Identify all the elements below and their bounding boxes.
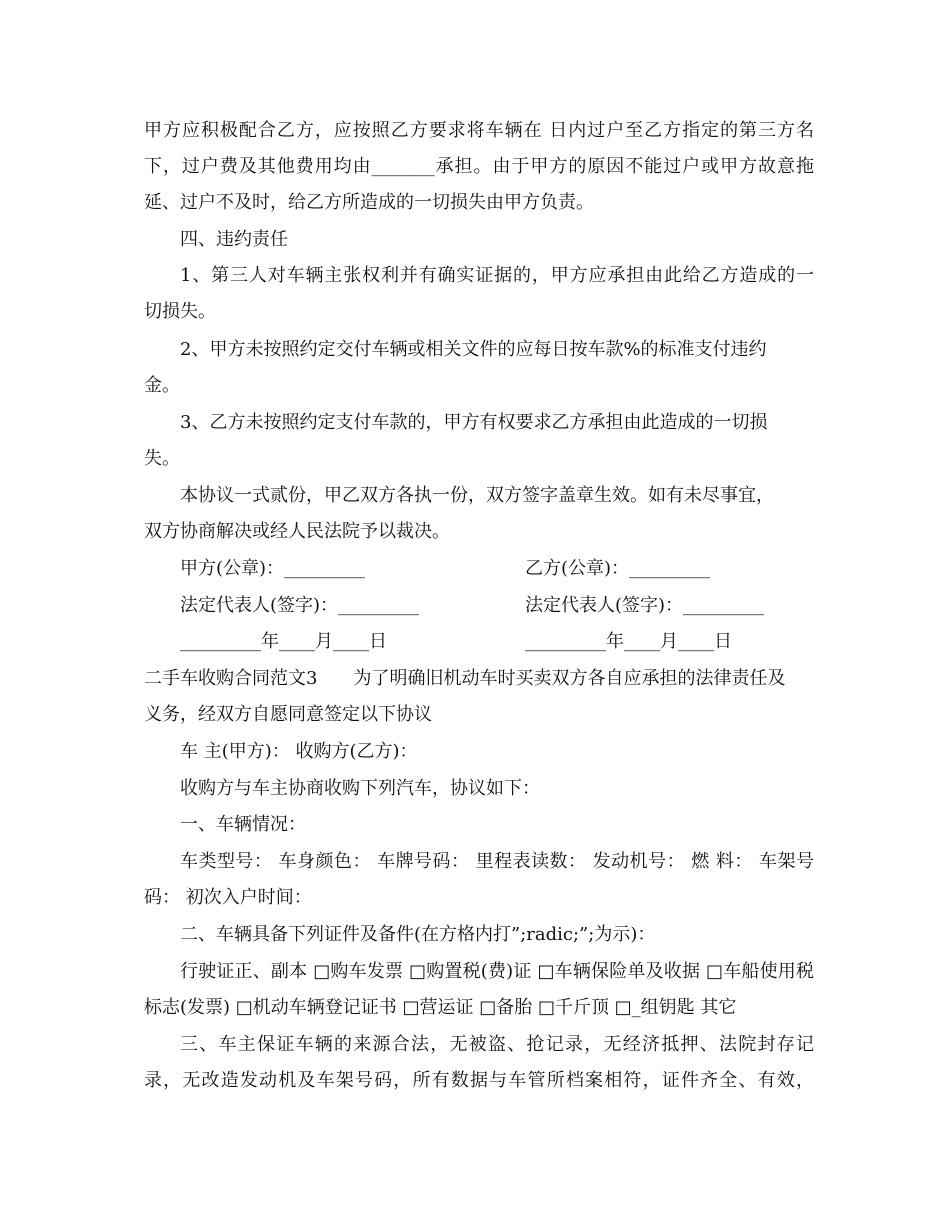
paragraph-transfer-line-1: 甲方应积极配合乙方，应按照乙方要求将车辆在 日内过户至乙方指定的第三方名 bbox=[144, 120, 814, 141]
breach-item-3-line-2: 失。 bbox=[144, 448, 180, 469]
vehicle-fields-line-2: 码： 初次入户时间： bbox=[144, 887, 312, 908]
breach-item-1-line-2: 切损失。 bbox=[144, 301, 216, 322]
parties-line: 车 主(甲方)： 收购方(乙方)： bbox=[180, 741, 418, 762]
party-b-representative-field: 法定代表人(签字)：_________ bbox=[525, 595, 765, 616]
documents-checklist-line-1: 行驶证正、副本 □购车发票 □购置税(费)证 □车辆保险单及收据 □车船使用税 bbox=[180, 961, 814, 982]
breach-item-3-line-1: 3、乙方未按照约定支付车款的，甲方有权要求乙方承担由此造成的一切损 bbox=[180, 412, 768, 433]
party-a-seal-field: 甲方(公章)：_________ bbox=[180, 558, 366, 579]
contract-3-title: 二手车收购合同范文3 bbox=[144, 668, 318, 689]
contract-3-intro-line-1: 为了明确旧机动车时买卖双方各自应承担的法律责任及 bbox=[353, 668, 786, 689]
section-heading-documents: 二、车辆具备下列证件及备件(在方格内打”;radic;”;为示)： bbox=[180, 924, 656, 945]
party-b-seal-field: 乙方(公章)：_________ bbox=[525, 558, 711, 579]
contract-3-heading-line bbox=[144, 667, 814, 691]
vehicle-fields-line-1: 车类型号： 车身颜色： 车牌号码： 里程表读数： 发动机号： 燃 料： 车架号 bbox=[180, 851, 814, 872]
closing-clause-line-1: 本协议一式贰份，甲乙双方各执一份，双方签字盖章生效。如有未尽事宜， bbox=[180, 485, 774, 506]
agreement-intro-line: 收购方与车主协商收购下列汽车，协议如下： bbox=[180, 778, 540, 799]
section-3-guarantee-line-1: 三、车主保证车辆的来源合法，无被盗、抢记录，无经济抵押、法院封存记 bbox=[180, 1034, 814, 1055]
party-a-date-field: _________年____月____日 bbox=[180, 631, 387, 652]
party-b-date-field: _________年____月____日 bbox=[525, 631, 732, 652]
paragraph-transfer-line-2: 下，过户费及其他费用均由_______承担。由于甲方的原因不能过户或甲方故意拖 bbox=[144, 156, 814, 177]
breach-item-2-line-1: 2、甲方未按照约定交付车辆或相关文件的应每日按车款%的标准支付违约 bbox=[180, 339, 767, 360]
paragraph-transfer-line-3: 延、过户不及时，给乙方所造成的一切损失由甲方负责。 bbox=[144, 192, 594, 213]
closing-clause-line-2: 双方协商解决或经人民法院予以裁决。 bbox=[144, 521, 450, 542]
documents-checklist-line-2: 标志(发票) □机动车辆登记证书 □营运证 □备胎 □千斤顶 □_组钥匙 其它 bbox=[144, 997, 737, 1018]
section-heading-vehicle-info: 一、车辆情况： bbox=[180, 814, 306, 835]
section-3-guarantee-line-2: 录，无改造发动机及车架号码，所有数据与车管所档案相符，证件齐全、有效， bbox=[144, 1070, 814, 1091]
breach-item-2-line-2: 金。 bbox=[144, 375, 180, 396]
contract-3-intro-line-2: 义务，经双方自愿同意签定以下协议 bbox=[144, 704, 432, 725]
section-heading-breach: 四、违约责任 bbox=[180, 229, 288, 250]
breach-item-1-line-1: 1、第三人对车辆主张权利并有确实证据的，甲方应承担由此给乙方造成的一 bbox=[180, 265, 814, 286]
party-a-representative-field: 法定代表人(签字)：_________ bbox=[180, 595, 420, 616]
